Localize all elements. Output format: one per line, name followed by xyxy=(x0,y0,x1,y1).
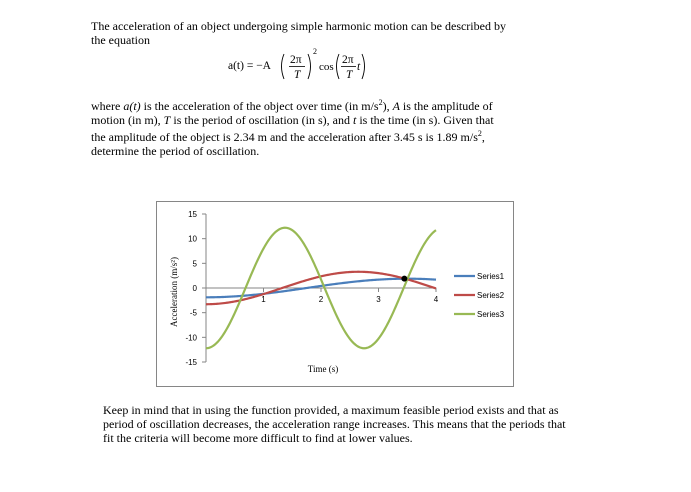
acceleration-equation xyxy=(228,44,368,84)
y-tick-label: 5 xyxy=(192,259,197,269)
where-text-0: where xyxy=(91,99,124,113)
equation-exponent: 2 xyxy=(313,47,317,56)
legend-label-series1: Series1 xyxy=(477,272,505,281)
where-var-T: T xyxy=(163,113,171,127)
y-tick-label: -5 xyxy=(189,308,197,318)
y-axis-title: Acceleration (m/s²) xyxy=(169,257,179,327)
y-tick-label: 10 xyxy=(188,234,197,244)
chart-svg xyxy=(157,202,513,386)
intro-paragraph: The acceleration of an object undergoing simple harmonic motion can be described by the equation xyxy=(91,19,506,47)
where-text-3: is the amplitude of motion (in m), xyxy=(91,99,493,127)
where-text-5: is the time (in s). Given that the amplitude of the object is 2.34 m and the acceleration after 3.45 s is 1.89 m/s xyxy=(91,113,494,144)
definitions-paragraph xyxy=(91,96,511,158)
x-tick-label: 4 xyxy=(433,295,439,304)
equation-cos: cos xyxy=(319,61,334,73)
intersection-point xyxy=(401,276,407,282)
legend-label-series3: Series3 xyxy=(477,310,505,319)
where-text-1: is the acceleration of the object over time (in m/s xyxy=(140,99,379,113)
note-paragraph: Keep in mind that in using the function provided, a maximum feasible period exists and that as period of oscillation decreases, the acceleration range increases. This means that the periods that fit the criteria will become more difficult to find at lower values. xyxy=(103,403,566,445)
x-tick-label: 2 xyxy=(318,295,324,304)
equation-two-pi-2: 2π xyxy=(342,54,354,66)
where-var-a: a(t) xyxy=(123,99,141,113)
y-tick-label: 0 xyxy=(192,284,197,293)
where-text-4: is the period of oscillation (in s), and xyxy=(170,113,353,127)
where-var-t: t xyxy=(353,113,357,127)
equation-two-pi-1: 2π xyxy=(290,54,302,66)
where-sup-1: 2 xyxy=(378,98,383,107)
legend-label-series2: Series2 xyxy=(477,291,505,300)
x-axis-title: Time (s) xyxy=(307,364,339,374)
where-sup-2: 2 xyxy=(477,129,482,138)
y-tick-label: -10 xyxy=(185,333,197,343)
equation-T-2: T xyxy=(346,69,353,81)
where-text-2: ), xyxy=(382,99,393,113)
equation-graphic xyxy=(228,44,368,84)
equation-t: t xyxy=(357,61,361,73)
where-text-6: , determine the period of oscillation. xyxy=(91,130,485,158)
equation-lhs: a(t) = −A xyxy=(228,60,271,72)
y-tick-label: -15 xyxy=(185,358,197,367)
x-tick-label: 3 xyxy=(376,295,381,304)
where-var-A: A xyxy=(392,99,400,113)
y-tick-label: 15 xyxy=(188,210,197,219)
acceleration-chart xyxy=(156,201,514,387)
x-tick-label: 1 xyxy=(261,295,266,304)
equation-T-1: T xyxy=(294,69,301,81)
